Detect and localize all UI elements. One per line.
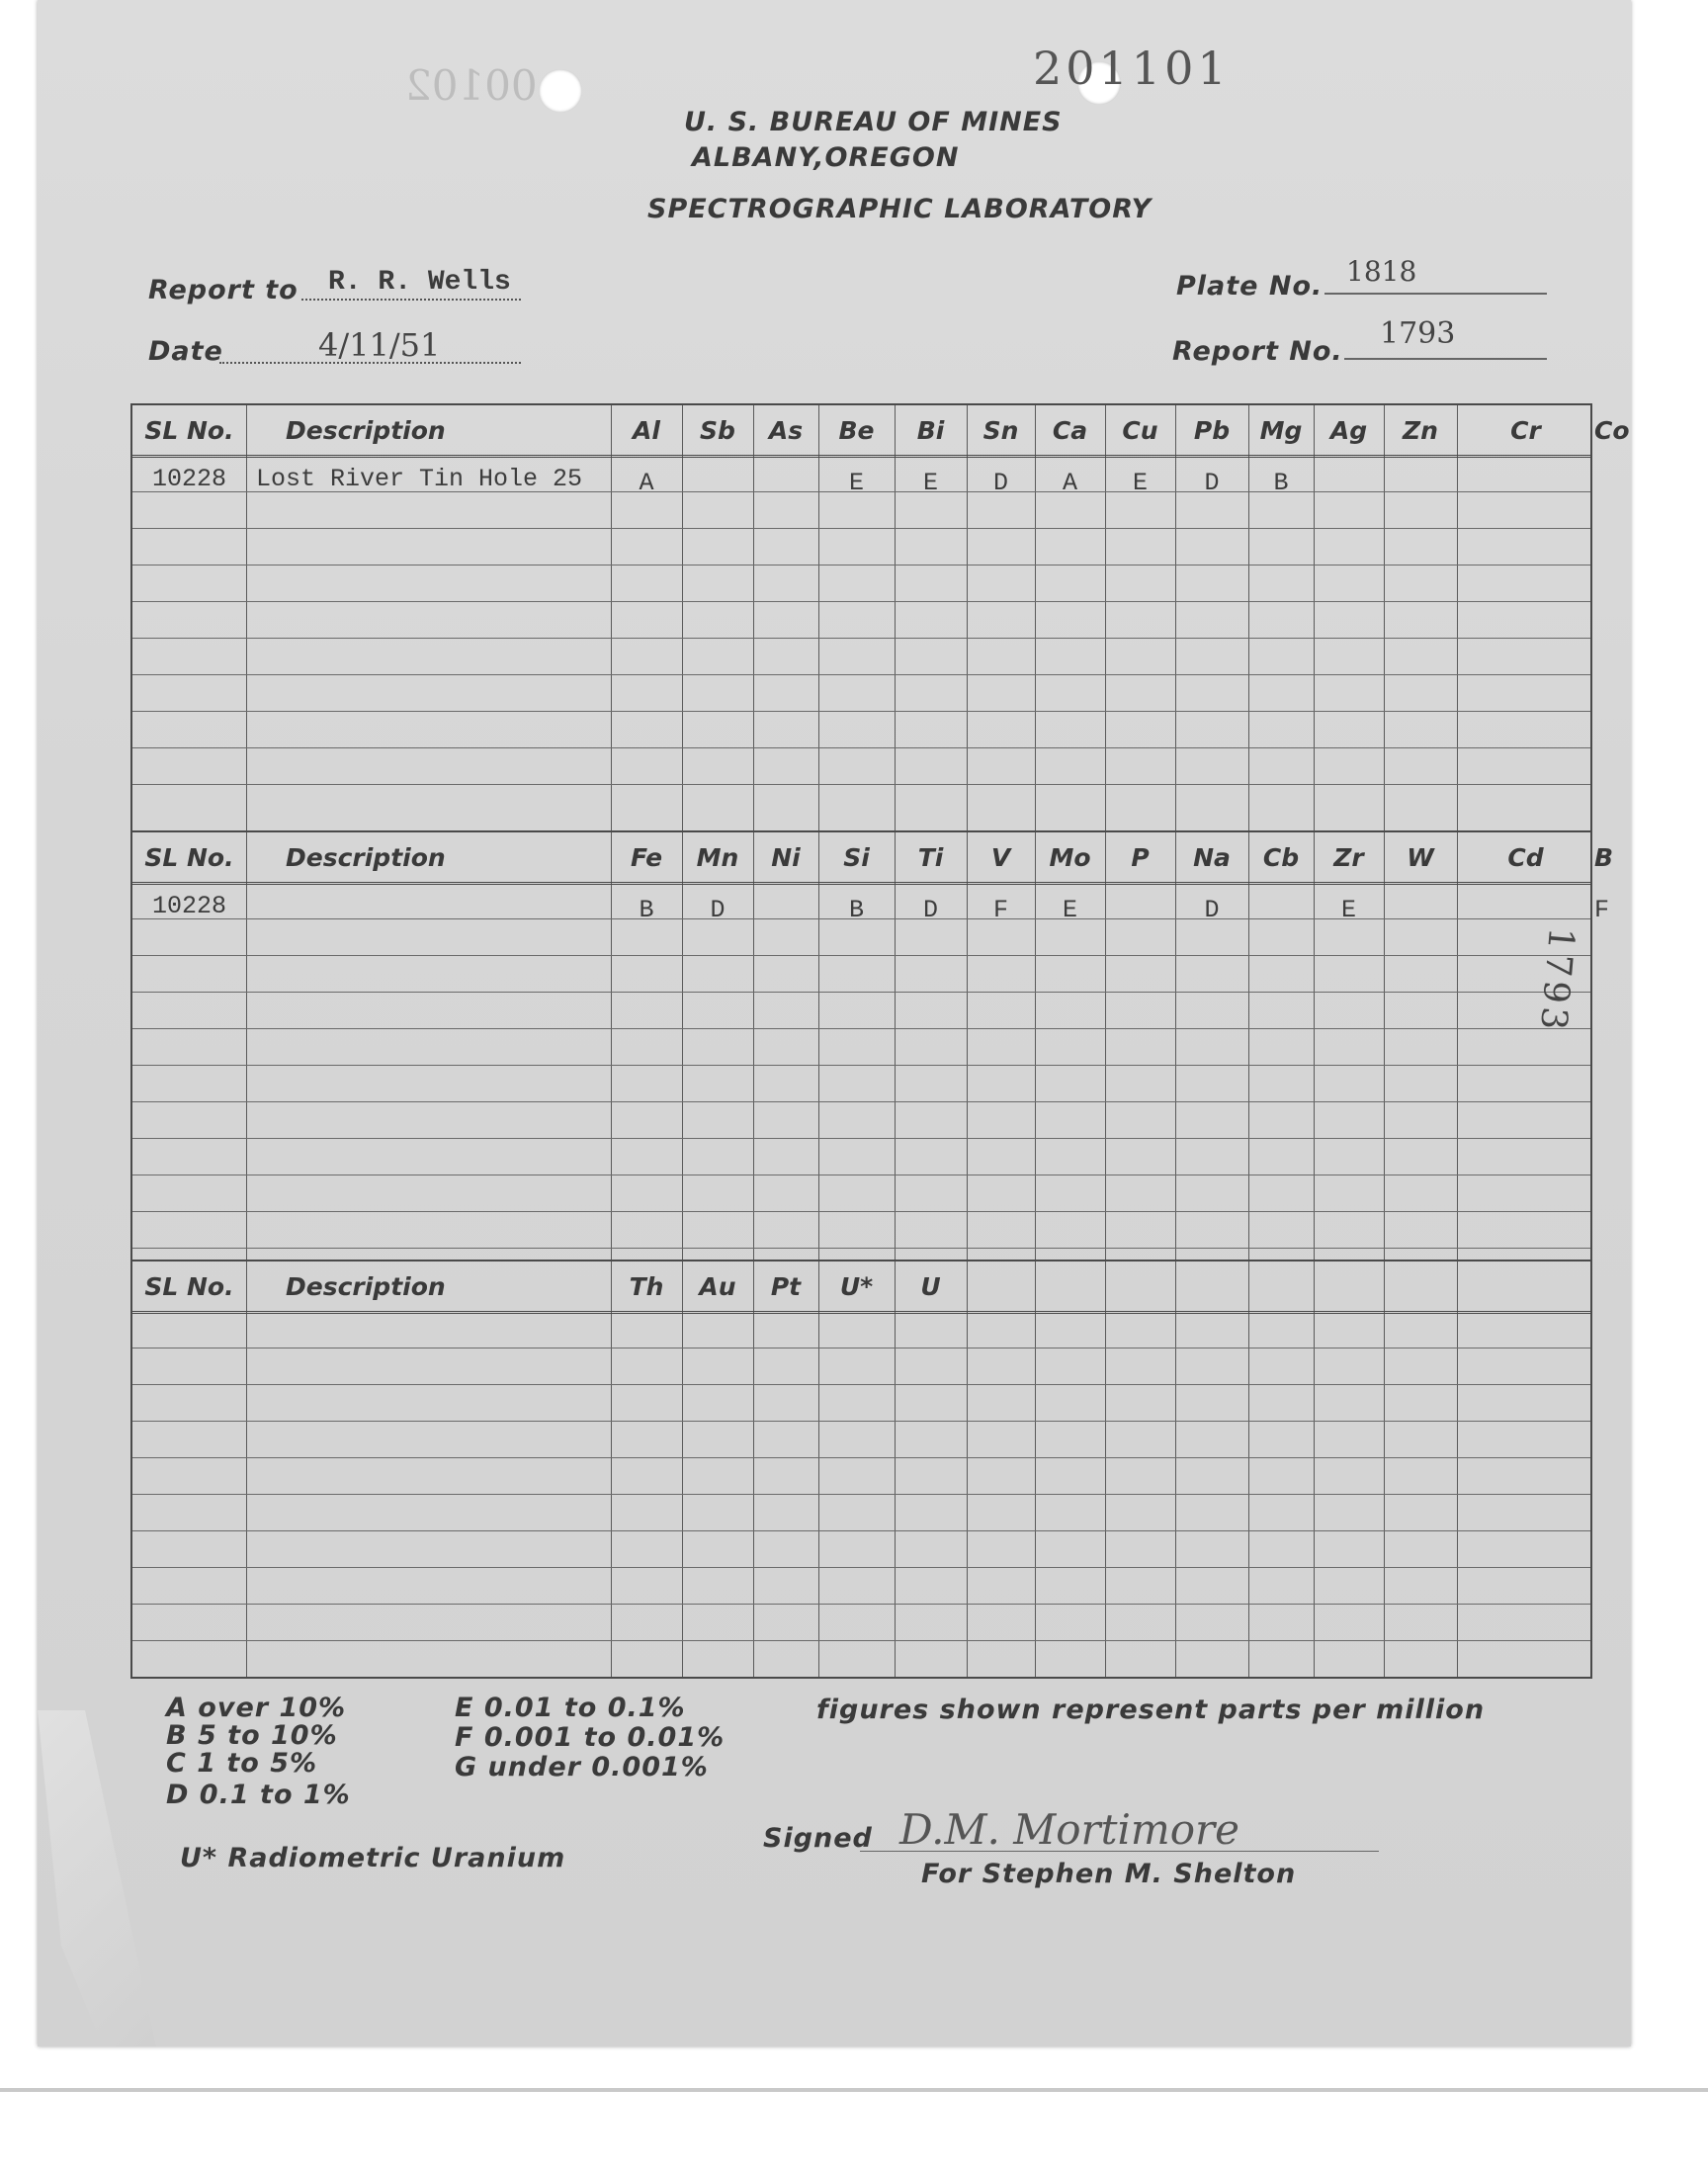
table-section-1: [130, 403, 1630, 832]
element-header-cu: Cu: [1122, 416, 1158, 445]
element-header-mo: Mo: [1049, 843, 1091, 872]
concentration-code: F: [992, 896, 1008, 924]
sample-number: 10228: [151, 465, 226, 493]
element-header-si: Si: [843, 843, 870, 872]
concentration-code: E: [848, 469, 864, 497]
table-column-line: [1457, 1262, 1458, 1677]
element-header-al: Al: [633, 416, 660, 445]
element-header-th: Th: [629, 1272, 664, 1301]
table-row-line: [132, 1028, 1590, 1029]
table-row-line: [132, 601, 1590, 602]
table-row-line: [132, 674, 1590, 675]
table-row-line: [132, 1530, 1590, 1531]
element-header-cr: Cr: [1510, 416, 1541, 445]
uranium-note: U* Radiometric Uranium: [180, 1843, 566, 1873]
table-section-2: [130, 830, 1614, 1262]
lab-title: SPECTROGRAPHIC LABORATORY: [647, 194, 1153, 224]
description-header: Description: [286, 1272, 446, 1301]
concentration-code: E: [1340, 896, 1356, 924]
concentration-code: E: [1062, 896, 1077, 924]
faded-stamp-number: 00102: [405, 61, 538, 110]
agency-title: U. S. BUREAU OF MINES: [684, 107, 1063, 137]
table-row-line: [132, 747, 1590, 748]
table-header-rule: [132, 455, 1590, 458]
element-header-pb: Pb: [1193, 416, 1231, 445]
concentration-code: D: [992, 469, 1008, 497]
table-column-line: [1457, 405, 1458, 830]
table-row-line: [132, 1494, 1590, 1495]
table-column-line: [611, 1262, 612, 1677]
element-header-zr: Zr: [1333, 843, 1364, 872]
table-column-line: [1314, 405, 1315, 830]
table-row-line: [132, 955, 1590, 956]
table-row-line: [132, 1101, 1590, 1102]
element-header-as: As: [768, 416, 804, 445]
legend-c: C 1 to 5%: [166, 1748, 318, 1779]
element-header-co: Co: [1594, 416, 1630, 445]
table-row-line: [132, 528, 1590, 529]
table-column-line: [753, 832, 754, 1260]
element-header-sn: Sn: [982, 416, 1019, 445]
element-header-na: Na: [1193, 843, 1231, 872]
plate-label: Plate No.: [1176, 271, 1324, 302]
table-column-line: [967, 1262, 968, 1677]
plate-value: 1818: [1346, 255, 1417, 288]
table-column-line: [1248, 832, 1249, 1260]
concentration-code: D: [710, 896, 726, 924]
sl-no-header: SL No.: [144, 416, 234, 445]
element-header-ag: Ag: [1329, 416, 1368, 445]
table-column-line: [1035, 1262, 1036, 1677]
table-row-line: [132, 638, 1590, 639]
concentration-code: D: [1204, 469, 1220, 497]
element-header-ustar: U*: [839, 1272, 874, 1301]
signature-line: [860, 1851, 1379, 1852]
table-row-line: [132, 711, 1590, 712]
element-header-ni: Ni: [771, 843, 801, 872]
table-column-line: [1457, 832, 1458, 1260]
sample-number: 10228: [151, 892, 226, 920]
table-column-line: [753, 1262, 754, 1677]
signed-label: Signed: [763, 1823, 873, 1854]
table-row-line: [132, 565, 1590, 566]
table-column-line: [246, 405, 247, 830]
table-row-line: [132, 1065, 1590, 1066]
table-row-line: [132, 1604, 1590, 1605]
report-no-line: [1344, 358, 1547, 360]
table-column-line: [1175, 1262, 1176, 1677]
table-row-line: [132, 1640, 1590, 1641]
concentration-code: B: [848, 896, 864, 924]
stamp-number: 201101: [1033, 42, 1231, 95]
table-column-line: [1248, 1262, 1249, 1677]
plate-line: [1324, 293, 1547, 295]
concentration-code: E: [922, 469, 938, 497]
report-no-label: Report No.: [1172, 336, 1343, 367]
signature: D.M. Mortimore: [899, 1805, 1239, 1854]
date-value: 4/11/51: [318, 326, 441, 364]
ppm-note: figures shown represent parts per million: [816, 1695, 1486, 1725]
element-header-cd: Cd: [1507, 843, 1544, 872]
table-row-line: [132, 1567, 1590, 1568]
table-row-line: [132, 1457, 1590, 1458]
element-header-mn: Mn: [696, 843, 739, 872]
sample-description: Lost River Tin Hole 25: [256, 465, 583, 493]
element-header-b: B: [1594, 843, 1614, 872]
element-header-ca: Ca: [1052, 416, 1088, 445]
table-row-line: [132, 1138, 1590, 1139]
concentration-code: F: [1594, 896, 1610, 924]
table-row-line: [132, 1248, 1590, 1249]
table-column-line: [1105, 1262, 1106, 1677]
concentration-code: D: [922, 896, 938, 924]
date-label: Date: [148, 336, 223, 367]
table-column-line: [753, 405, 754, 830]
concentration-code: D: [1204, 896, 1220, 924]
table-section-3: [130, 1260, 1592, 1679]
table-row-line: [132, 1421, 1590, 1422]
report-to-line: [301, 299, 521, 301]
table-column-line: [246, 1262, 247, 1677]
legend-a: A over 10%: [166, 1693, 347, 1723]
page-edge: [0, 2088, 1708, 2092]
legend-f: F 0.001 to 0.01%: [455, 1722, 726, 1753]
element-header-w: W: [1407, 843, 1434, 872]
table-column-line: [246, 832, 247, 1260]
agency-location: ALBANY,OREGON: [692, 142, 960, 173]
table-column-line: [682, 1262, 683, 1677]
table-column-line: [1384, 405, 1385, 830]
concentration-code: A: [1062, 469, 1077, 497]
element-header-mg: Mg: [1259, 416, 1303, 445]
table-column-line: [682, 405, 683, 830]
description-header: Description: [286, 416, 446, 445]
element-header-v: V: [990, 843, 1011, 872]
table-column-line: [895, 1262, 896, 1677]
table-column-line: [1384, 1262, 1385, 1677]
concentration-code: B: [639, 896, 654, 924]
element-header-sb: Sb: [700, 416, 735, 445]
element-header-au: Au: [699, 1272, 736, 1301]
table-row-line: [132, 1211, 1590, 1212]
legend-b: B 5 to 10%: [166, 1720, 338, 1751]
table-row-line: [132, 1384, 1590, 1385]
punch-hole: [539, 69, 582, 113]
date-line: [219, 362, 521, 364]
table-row-line: [132, 1174, 1590, 1175]
legend-d: D 0.1 to 1%: [166, 1780, 351, 1810]
table-header-rule: [132, 882, 1590, 885]
element-header-be: Be: [838, 416, 875, 445]
table-column-line: [818, 1262, 819, 1677]
element-header-p: P: [1131, 843, 1150, 872]
report-to-value: R. R. Wells: [328, 267, 511, 298]
sl-no-header: SL No.: [144, 843, 234, 872]
sl-no-header: SL No.: [144, 1272, 234, 1301]
concentration-code: B: [1273, 469, 1289, 497]
element-header-fe: Fe: [630, 843, 663, 872]
table-column-line: [1384, 832, 1385, 1260]
element-header-cb: Cb: [1262, 843, 1300, 872]
report-to-label: Report to: [148, 275, 299, 305]
table-column-line: [1105, 832, 1106, 1260]
element-header-ti: Ti: [917, 843, 944, 872]
concentration-code: E: [1132, 469, 1148, 497]
concentration-code: A: [639, 469, 654, 497]
analysis-grid: [130, 403, 1630, 1679]
legend-g: G under 0.001%: [455, 1752, 709, 1783]
report-no-value: 1793: [1380, 316, 1456, 351]
element-header-pt: Pt: [770, 1272, 802, 1301]
element-header-zn: Zn: [1403, 416, 1438, 445]
table-row-line: [132, 784, 1590, 785]
for-line: For Stephen M. Shelton: [921, 1859, 1297, 1889]
table-header-rule: [132, 1311, 1590, 1314]
element-header-u: U: [920, 1272, 941, 1301]
element-header-bi: Bi: [916, 416, 945, 445]
table-column-line: [1314, 1262, 1315, 1677]
description-header: Description: [286, 843, 446, 872]
legend-e: E 0.01 to 0.1%: [455, 1693, 686, 1723]
table-row-line: [132, 992, 1590, 993]
margin-note: 1793: [1531, 925, 1581, 1036]
